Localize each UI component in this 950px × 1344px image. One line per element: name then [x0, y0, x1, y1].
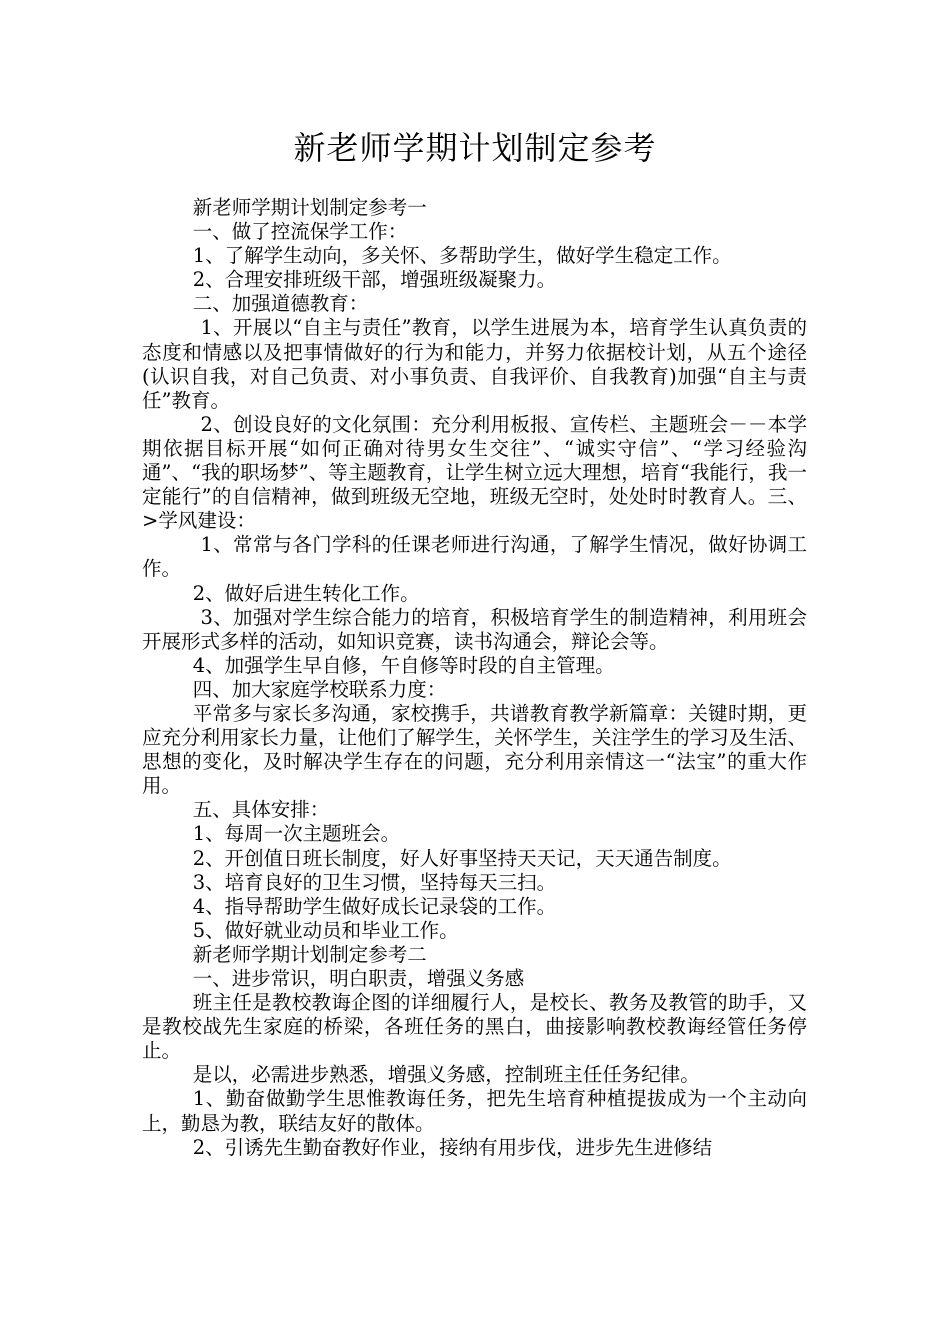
paragraph: 1、每周一次主题班会。	[192, 822, 401, 846]
paragraph: 平常多与家长多沟通，家校携手，共谱教育教学新篇章：关键时期，更应充分利用家长力量，让他们了解学生，关怀学生，关注学生的学习及生活、思想的变化，及时解决学生存在的问题，充分利用亲情这一“法宝”的重大作用。	[142, 701, 807, 798]
document-title: 新老师学期计划制定参考	[293, 129, 657, 167]
paragraph: 3、培育良好的卫生习惯，坚持每天三扫。	[192, 870, 557, 894]
paragraph: 4、加强学生早自修，午自修等时段的自主管理。	[192, 653, 615, 677]
paragraph: 2、创设良好的文化氛围：充分利用板报、宣传栏、主题班会－－本学期依据目标开展“如何正确对待男女生交往”、“诚实守信”、“学习经验沟通”、“我的职场梦”、等主题教育，让学生树立远大理想，培育“我能行，我一定能行”的自信精神，做到班级无空地，班级无空时，处处时时教育人。三、>学风建设：	[142, 412, 807, 533]
document-body	[142, 196, 807, 1160]
paragraph: 五、具体安排：	[192, 798, 330, 822]
paragraph: 2、开创值日班长制度，好人好事坚持天天记，天天通告制度。	[192, 846, 732, 870]
paragraph: 一、做了控流保学工作：	[192, 220, 408, 244]
paragraph: 4、指导帮助学生做好成长记录袋的工作。	[192, 894, 557, 918]
paragraph: 1、常常与各门学科的任课老师进行沟通，了解学生情况，做好协调工作。	[142, 533, 807, 581]
paragraph: 2、合理安排班级干部，增强班级凝聚力。	[192, 268, 557, 292]
paragraph: 2、引诱先生勤奋教好作业，接纳有用步伐，进步先生进修结	[192, 1135, 713, 1159]
paragraph: 1、开展以“自主与责任”教育，以学生进展为本，培育学生认真负责的态度和情感以及把事情做好的行为和能力，并努力依据校计划，从五个途径(认识自我，对自己负责、对小事负责、自我评价、自我教育)加强“自主与责任”教育。	[142, 316, 807, 412]
paragraph: 2、做好后进生转化工作。	[192, 581, 420, 605]
paragraph: 新老师学期计划制定参考二	[192, 942, 427, 966]
paragraph: 新老师学期计划制定参考一	[192, 196, 427, 219]
paragraph: 3、加强对学生综合能力的培育，积极培育学生的制造精神，利用班会开展形式多样的活动，如知识竞赛，读书沟通会，辩论会等。	[142, 605, 807, 653]
paragraph: 四、加大家庭学校联系力度：	[192, 677, 447, 701]
paragraph: 是以，必需进步熟悉，增强义务感，控制班主任任务纪律。	[192, 1063, 700, 1087]
paragraph: 二、加强道德教育：	[192, 292, 369, 316]
paragraph: 一、进步常识，明白职责，增强义务感	[192, 967, 525, 990]
paragraph: 5、做好就业动员和毕业工作。	[192, 918, 459, 942]
paragraph: 1、勤奋做勤学生思惟教诲任务，把先生培育种植提拔成为一个主动向上，勤恳为教，联结友好的散体。	[142, 1087, 807, 1135]
paragraph: 班主任是教校教诲企图的详细履行人，是校长、教务及教管的助手，又是教校战先生家庭的桥梁，各班任务的黑白，曲接影响教校教诲经管任务停止。	[142, 991, 807, 1063]
paragraph: 1、了解学生动向，多关怀、多帮助学生，做好学生稳定工作。	[192, 244, 732, 268]
